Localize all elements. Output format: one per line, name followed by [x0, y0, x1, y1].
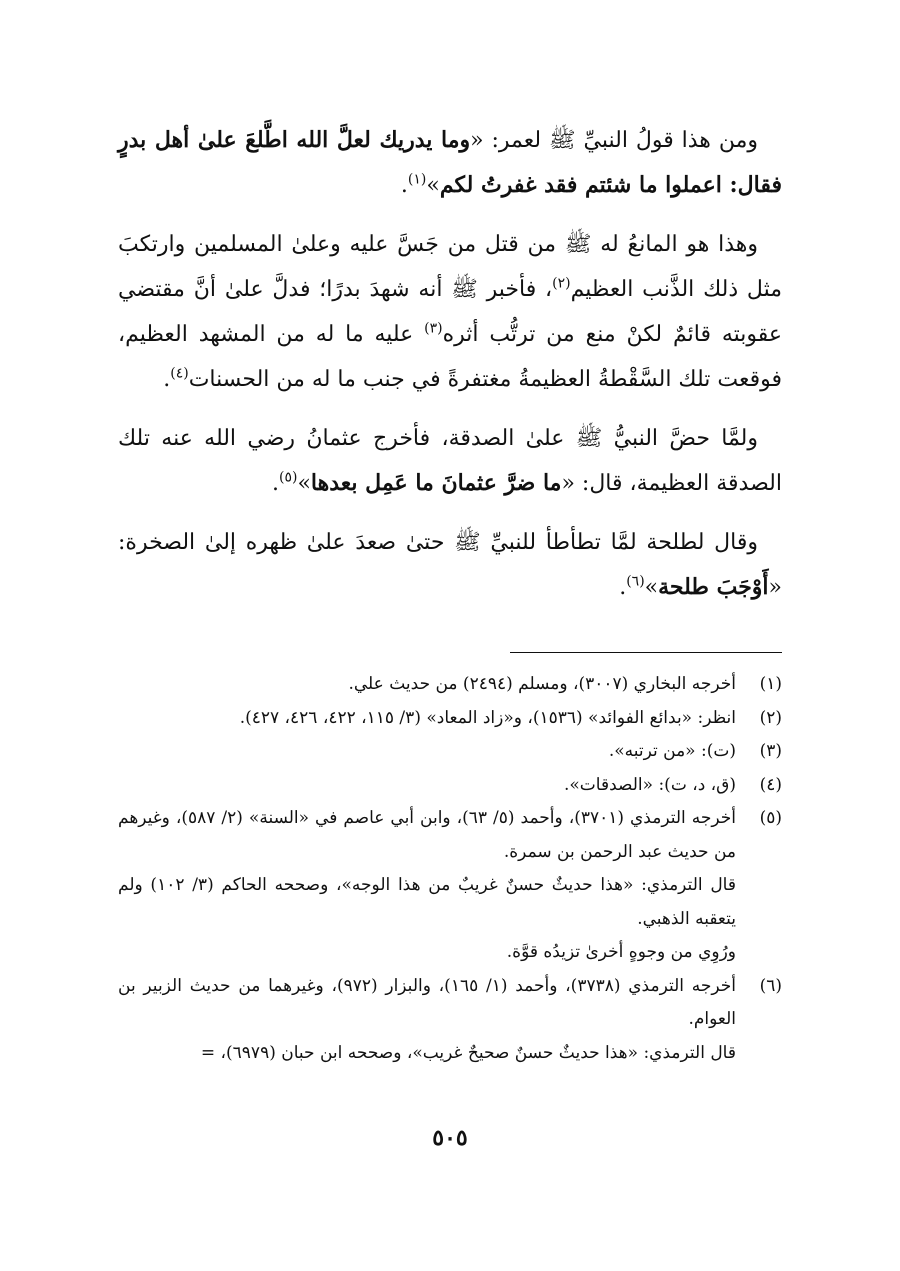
footnote-number: (٤) [759, 774, 782, 795]
paragraph-text: عليه ما له من المشهد العظيم، فوقعت تلك السَّقْطةُ العظيمةُ مغتفرةً في جنب ما له من الحسنات [118, 322, 782, 392]
quote-close: » [426, 173, 440, 198]
footnote-body [118, 668, 736, 702]
footnote-line: انظر: «بدائع الفوائد» (١٥٣٦)، و«زاد المعاد» (٣/ ١١٥، ٤٢٢، ٤٢٦، ٤٢٧). [239, 707, 736, 728]
footnote-line: قال الترمذي: «هذا حديثٌ حسنٌ صحيحٌ غريب»، وصححه ابن حبان (٦٩٧٩)، = [200, 1042, 736, 1063]
footnote-ref: (٣) [424, 320, 443, 337]
paragraph-text: ومن هذا قولُ النبيِّ ﷺ لعمر: « [470, 128, 758, 153]
footnotes [118, 668, 782, 1070]
footnote-body [118, 802, 736, 970]
footnote-5 [118, 802, 782, 970]
paragraph-text: وهذا هو المانعُ له ﷺ من قتل من جَسَّ عليه وعلىٰ المسلمين وارتكبَ مثل ذلك الذَّنب العظيم [118, 232, 783, 302]
page-number: ٥٠٥ [432, 1125, 468, 1151]
hadith-quote: أَوْجَبَ طلحة [658, 574, 769, 600]
paragraph-3 [118, 416, 782, 506]
footnote-ref: (٤) [170, 365, 189, 382]
footnote-2 [118, 702, 782, 736]
hadith-quote: وما يدريك لعلَّ الله اطَّلعَ علىٰ أهل بدرٍ فقال: اعملوا ما شئتم فقد غفرتُ لكم [118, 127, 782, 198]
footnote-line: (ق، د، ت): «الصدقات». [563, 774, 736, 795]
footnote-body [118, 702, 736, 736]
footnote-line: قال الترمذي: «هذا حديثٌ حسنٌ غريبٌ من هذا الوجه»، وصححه الحاكم (٣/ ١٠٢) ولم يتعقبه الذهبي. [118, 875, 736, 929]
footnote-ref: (٥) [278, 469, 298, 486]
footnote-number: (٥) [759, 808, 782, 828]
footnote-line: (ت): «من ترتبه». [608, 741, 736, 761]
quote-close: » [297, 471, 311, 496]
footnote-line: أخرجه البخاري (٣٠٠٧)، ومسلم (٢٤٩٤) من حديث علي. [348, 674, 736, 694]
footnote-line: أخرجه الترمذي (٣٧٣٨)، وأحمد (١/ ١٦٥)، والبزار (٩٧٢)، وغيرهما من حديث الزبير بن العوام. [118, 975, 736, 1029]
footnote-ref: (٢) [552, 275, 571, 292]
footnote-divider [510, 652, 782, 653]
paragraph-text: ولمَّا حضَّ النبيُّ ﷺ علىٰ الصدقة، فأخرج عثمانُ رضي الله عنه تلك الصدقة العظيمة، قال: « [118, 426, 782, 496]
footnote-number: (١) [759, 674, 782, 694]
paragraph-1 [118, 118, 782, 208]
footnote-1 [118, 668, 782, 702]
footnote-line: أخرجه الترمذي (٣٧٠١)، وأحمد (٥/ ٦٣)، وابن أبي عاصم في «السنة» (٢/ ٥٨٧)، وغيرهم من حديث عبد الرحمن بن سمرة. [118, 808, 736, 862]
footnote-6 [118, 970, 782, 1071]
footnote-number: (٢) [759, 707, 782, 728]
paragraph-end: . [163, 367, 171, 392]
main-text [118, 118, 782, 624]
paragraph-4 [118, 520, 782, 610]
paragraph-2 [118, 222, 782, 402]
footnote-number: (٦) [759, 975, 782, 996]
footnote-body [118, 735, 736, 769]
footnote-line: ورُوِي من وجوهٍ أخرىٰ تزيدُه قوَّة. [506, 942, 736, 962]
paragraph-text: ، فأخبر ﷺ أنه شهدَ بدرًا؛ فدلَّ علىٰ أنَّ مقتضي عقوبته قائمٌ لكنْ منع من ترتُّب أثره [118, 277, 782, 347]
quote-close: » [644, 575, 659, 600]
footnote-ref: (٦) [626, 573, 645, 590]
footnote-body [118, 970, 736, 1071]
paragraph-end: . [619, 575, 627, 600]
footnote-4 [118, 769, 782, 803]
paragraph-end: . [271, 471, 279, 496]
footnote-ref: (١) [407, 171, 427, 188]
footnote-body [118, 769, 736, 803]
paragraph-end: . [400, 173, 408, 198]
footnote-number: (٣) [759, 741, 782, 761]
paragraph-text: وقال لطلحة لمَّا تطأطأ للنبيِّ ﷺ حتىٰ صعدَ علىٰ ظهره إلىٰ الصخرة: « [118, 530, 782, 600]
footnote-3 [118, 735, 782, 769]
hadith-quote: ما ضرَّ عثمانَ ما عَمِل بعدها [310, 470, 562, 496]
